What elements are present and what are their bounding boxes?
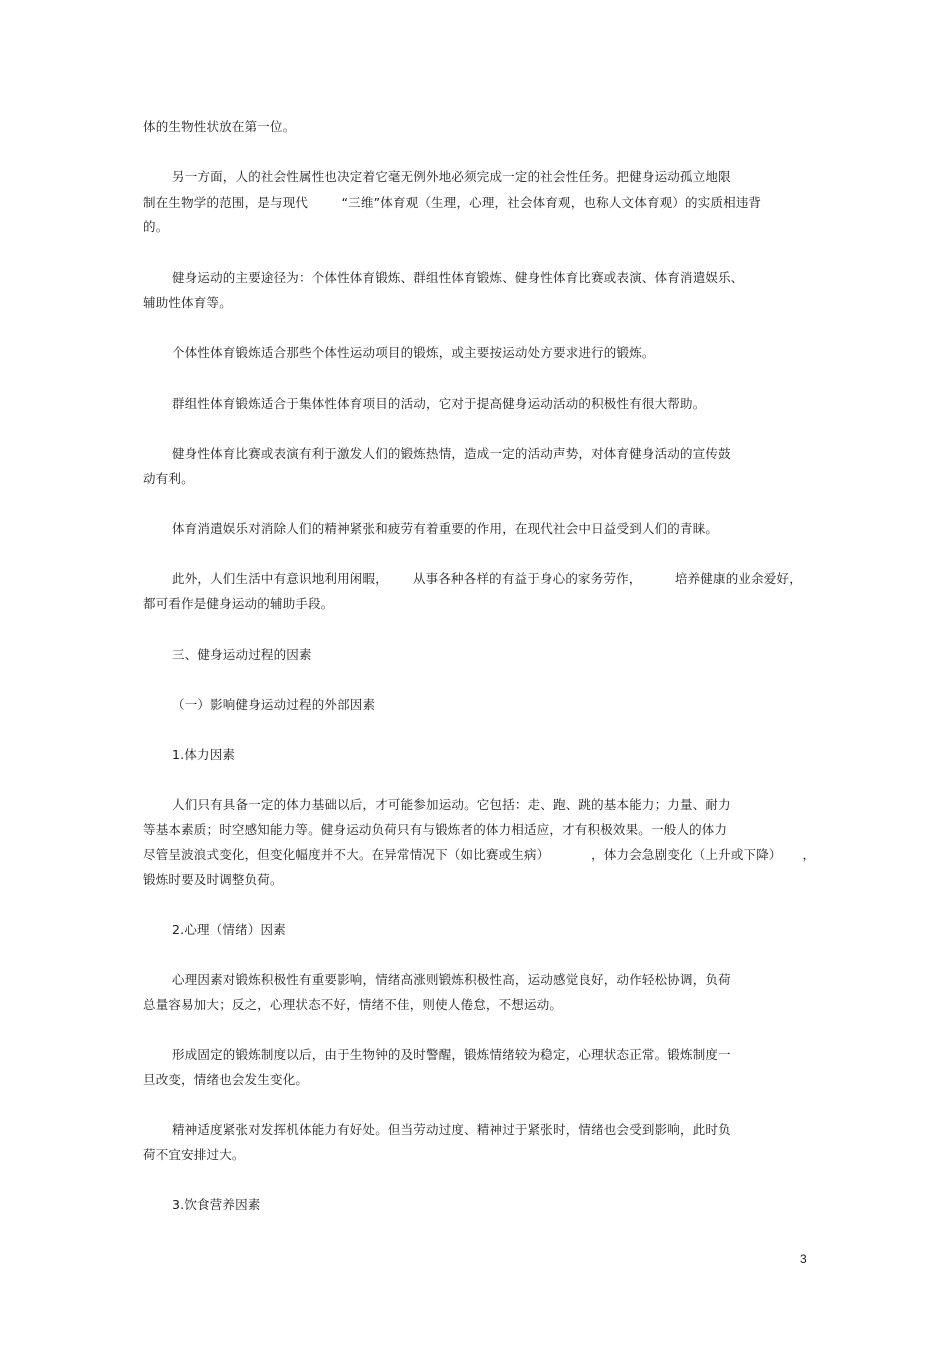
text-line: 锻炼时要及时调整负荷。 [143, 872, 283, 887]
text-line: 此外，人们生活中有意识地利用闲暇， 从事各种各样的有益于身心的家务劳作， 培养健康的业余爱好， [172, 571, 802, 586]
subsection-heading: （一）影响健身运动过程的外部因素 [172, 697, 376, 712]
text-line: 人们只有具备一定的体力基础以后，才可能参加运动。它包括：走、跑、跳的基本能力；力量、耐力 [172, 797, 731, 812]
text-line: 体育消遣娱乐对消除人们的精神紧张和疲劳有着重要的作用，在现代社会中日益受到人们的青睐。 [172, 521, 719, 536]
text-line: 群组性体育锻炼适合于集体性体育项目的活动，它对于提高健身运动活动的积极性有很大帮助。 [172, 396, 706, 411]
text-line: 制在生物学的范围，是与现代 “三维”体育观（生理，心理，社会体育观，也称人文体育观）的实质相违背 [143, 195, 762, 210]
text-line: 体的生物性状放在第一位。 [143, 119, 296, 134]
text-line: 都可看作是健身运动的辅助手段。 [143, 596, 334, 611]
text-line: 尽管呈波浪式变化，但变化幅度并不大。在异常情况下（如比赛或生病） ，体力会急剧变化（上升或下降） ， [143, 847, 816, 862]
item-heading: 3.饮食营养因素 [172, 1197, 261, 1212]
text-line: 总量容易加大；反之，心理状态不好，情绪不佳，则使人倦怠，不想运动。 [143, 997, 563, 1012]
section-heading: 三、健身运动过程的因素 [172, 647, 312, 662]
text-line: 动有利。 [143, 471, 194, 486]
text-line: 另一方面，人的社会性属性也决定着它毫无例外地必须完成一定的社会性任务。把健身运动孤立地限 [172, 169, 731, 184]
text-line: 形成固定的锻炼制度以后，由于生物钟的及时警醒，锻炼情绪较为稳定，心理状态正常。锻炼制度一 [172, 1047, 731, 1062]
text-line: 心理因素对锻炼积极性有重要影响，情绪高涨则锻炼积极性高，运动感觉良好，动作轻松协调，负荷 [172, 972, 731, 987]
text-line: 辅助性体育等。 [143, 295, 232, 310]
text-line: 精神适度紧张对发挥机体能力有好处。但当劳动过度、精神过于紧张时，情绪也会受到影响，此时负 [172, 1122, 731, 1137]
text-line: 个体性体育锻炼适合那些个体性运动项目的锻炼，或主要按运动处方要求进行的锻炼。 [172, 345, 655, 360]
item-heading: 1.体力因素 [172, 747, 236, 762]
item-heading: 2.心理（情绪）因素 [172, 922, 286, 937]
text-line: 旦改变，情绪也会发生变化。 [143, 1072, 309, 1087]
text-line: 的。 [143, 219, 169, 234]
text-line: 荷不宜安排过大。 [143, 1147, 245, 1162]
page-number: 3 [800, 1252, 807, 1266]
text-line: 健身性体育比赛或表演有利于激发人们的锻炼热情，造成一定的活动声势，对体育健身活动的宣传鼓 [172, 446, 731, 461]
text-line: 等基本素质；时空感知能力等。健身运动负荷只有与锻炼者的体力相适应，才有积极效果。一般人的体力 [143, 822, 728, 837]
text-line: 健身运动的主要途径为：个体性体育锻炼、群组性体育锻炼、健身性体育比赛或表演、体育消遣娱乐、 [172, 270, 744, 285]
